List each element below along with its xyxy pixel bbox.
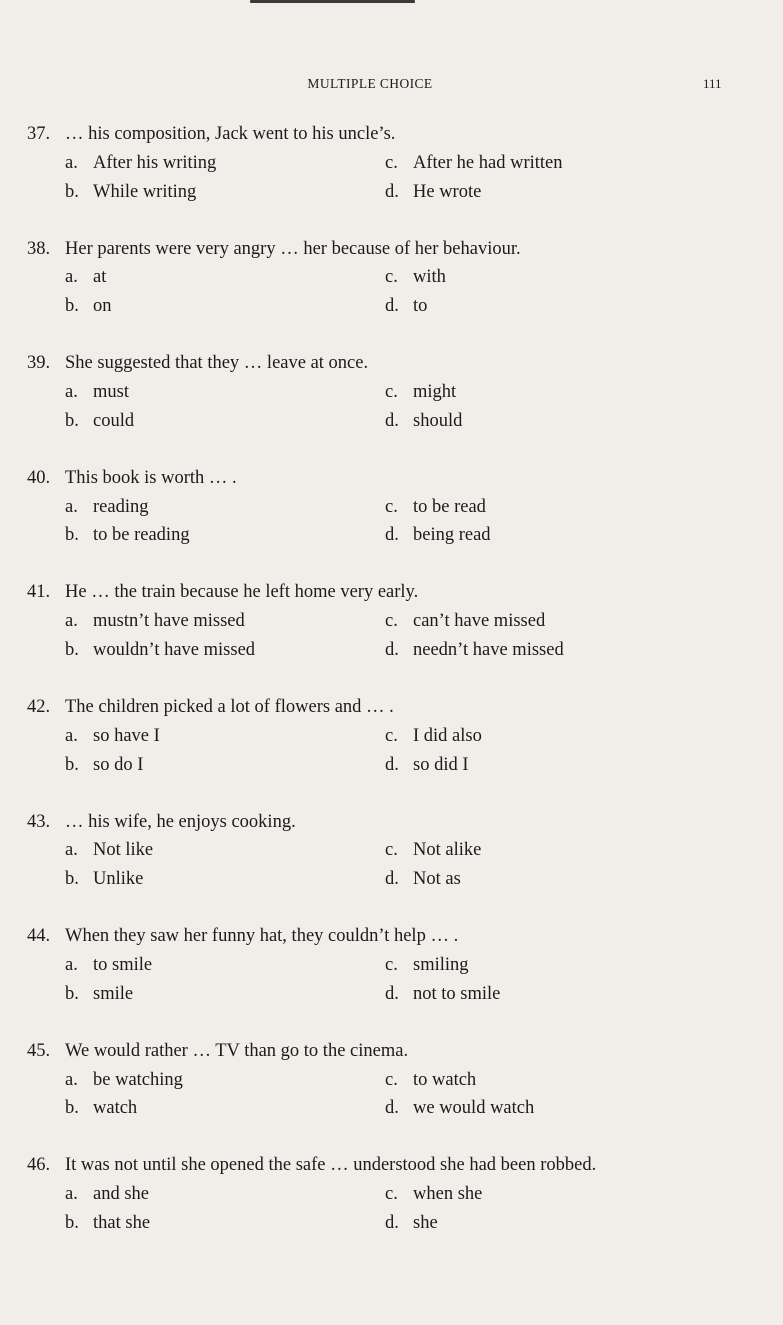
- question-number: 44.: [27, 926, 51, 947]
- option-letter: b.: [65, 1212, 79, 1233]
- option-letter: d.: [385, 1212, 399, 1233]
- question-item: [27, 120, 767, 235]
- answer-option: [65, 951, 385, 980]
- option-letter: d.: [385, 754, 399, 775]
- question-text: When they saw her funny hat, they couldn’t help … .: [65, 926, 459, 947]
- question-stem: [27, 349, 767, 378]
- option-text: wouldn’t have missed: [93, 639, 256, 660]
- option-letter: c.: [385, 381, 398, 402]
- answer-option: [65, 149, 385, 178]
- option-letter: b.: [65, 1098, 79, 1119]
- option-text: not to smile: [413, 983, 501, 1004]
- option-row: [27, 149, 767, 178]
- option-letter: a.: [65, 954, 78, 975]
- option-text: Not alike: [413, 840, 482, 861]
- option-text: and she: [93, 1184, 149, 1205]
- option-text: reading: [93, 496, 149, 517]
- answer-option: [65, 865, 385, 894]
- option-letter: a.: [65, 840, 78, 861]
- option-letter: b.: [65, 869, 79, 890]
- option-text: so have I: [93, 725, 160, 746]
- option-row: [27, 521, 767, 550]
- question-text: … his wife, he enjoys cooking.: [65, 811, 296, 832]
- option-row: [27, 836, 767, 865]
- option-letter: c.: [385, 954, 398, 975]
- option-row: [27, 1094, 767, 1123]
- option-letter: a.: [65, 381, 78, 402]
- option-text: Not as: [413, 869, 461, 890]
- question-number: 43.: [27, 811, 51, 832]
- option-text: be watching: [93, 1069, 183, 1090]
- option-letter: c.: [385, 611, 398, 632]
- option-letter: b.: [65, 525, 79, 546]
- question-number: 38.: [27, 238, 51, 259]
- question-stem: [27, 1037, 767, 1066]
- option-row: [27, 378, 767, 407]
- answer-option: [385, 980, 500, 1009]
- option-letter: d.: [385, 181, 399, 202]
- page-top-edge: [250, 0, 415, 3]
- option-text: at: [93, 267, 107, 288]
- answer-option: [65, 178, 385, 207]
- option-text: must: [93, 381, 129, 402]
- answer-option: [65, 836, 385, 865]
- answer-option: [385, 1209, 438, 1238]
- option-row: [27, 980, 767, 1009]
- option-letter: c.: [385, 267, 398, 288]
- question-stem: [27, 464, 767, 493]
- option-row: [27, 407, 767, 436]
- question-item: [27, 578, 767, 693]
- question-text: The children picked a lot of flowers and … .: [65, 696, 394, 717]
- option-text: Unlike: [93, 869, 144, 890]
- option-letter: b.: [65, 296, 79, 317]
- option-text: being read: [413, 525, 491, 546]
- answer-option: [385, 521, 491, 550]
- option-letter: b.: [65, 181, 79, 202]
- answer-option: [385, 865, 461, 894]
- answer-option: [65, 607, 385, 636]
- option-text: might: [413, 381, 457, 402]
- question-text: This book is worth … .: [65, 467, 237, 488]
- option-letter: b.: [65, 410, 79, 431]
- answer-option: [385, 751, 469, 780]
- answer-option: [65, 980, 385, 1009]
- question-stem: [27, 808, 767, 837]
- option-text: to smile: [93, 954, 153, 975]
- option-letter: a.: [65, 267, 78, 288]
- option-row: [27, 722, 767, 751]
- question-item: [27, 235, 767, 350]
- option-letter: a.: [65, 1069, 78, 1090]
- option-row: [27, 636, 767, 665]
- question-item: [27, 922, 767, 1037]
- question-item: [27, 464, 767, 579]
- answer-option: [385, 636, 564, 665]
- answer-option: [385, 1066, 476, 1095]
- option-text: While writing: [93, 181, 197, 202]
- option-row: [27, 1066, 767, 1095]
- question-stem: [27, 120, 767, 149]
- option-text: could: [93, 410, 135, 431]
- option-letter: b.: [65, 983, 79, 1004]
- question-number: 42.: [27, 696, 51, 717]
- answer-option: [385, 836, 481, 865]
- option-letter: d.: [385, 1098, 399, 1119]
- option-letter: c.: [385, 152, 398, 173]
- answer-option: [385, 493, 486, 522]
- answer-option: [385, 149, 562, 178]
- option-text: Not like: [93, 840, 154, 861]
- answer-option: [385, 1180, 482, 1209]
- question-number: 37.: [27, 124, 51, 144]
- option-text: she: [413, 1212, 438, 1233]
- answer-option: [385, 607, 545, 636]
- answer-option: [65, 1180, 385, 1209]
- option-text: to watch: [413, 1069, 477, 1090]
- option-text: After his writing: [93, 152, 217, 173]
- answer-option: [65, 1066, 385, 1095]
- question-text: We would rather … TV than go to the cinema.: [65, 1040, 409, 1061]
- option-letter: d.: [385, 983, 399, 1004]
- question-number: 45.: [27, 1040, 51, 1061]
- question-item: [27, 1037, 767, 1152]
- answer-option: [385, 263, 446, 292]
- question-item: [27, 1151, 767, 1266]
- running-header: [0, 76, 783, 96]
- option-text: smile: [93, 983, 134, 1004]
- option-letter: c.: [385, 725, 398, 746]
- option-letter: d.: [385, 639, 399, 660]
- option-letter: d.: [385, 296, 399, 317]
- option-letter: a.: [65, 725, 78, 746]
- option-text: to be reading: [93, 525, 190, 546]
- question-number: 41.: [27, 582, 51, 603]
- answer-option: [65, 407, 385, 436]
- option-text: to be read: [413, 496, 486, 517]
- option-text: to: [413, 296, 428, 317]
- option-row: [27, 865, 767, 894]
- option-text: we would watch: [413, 1098, 535, 1119]
- question-number: 39.: [27, 353, 51, 374]
- option-row: [27, 1209, 767, 1238]
- option-text: After he had written: [413, 152, 563, 173]
- option-letter: d.: [385, 525, 399, 546]
- answer-option: [65, 722, 385, 751]
- option-letter: b.: [65, 639, 79, 660]
- question-stem: [27, 235, 767, 264]
- option-text: can’t have missed: [413, 611, 546, 632]
- option-text: when she: [413, 1184, 483, 1205]
- question-item: [27, 808, 767, 923]
- question-text: She suggested that they … leave at once.: [65, 353, 369, 374]
- option-letter: b.: [65, 754, 79, 775]
- option-letter: d.: [385, 869, 399, 890]
- option-text: He wrote: [413, 181, 482, 202]
- answer-option: [65, 751, 385, 780]
- question-stem: [27, 1151, 767, 1180]
- answer-option: [65, 1094, 385, 1123]
- option-text: on: [93, 296, 112, 317]
- option-text: with: [413, 267, 446, 288]
- option-text: I did also: [413, 725, 482, 746]
- option-letter: a.: [65, 1184, 78, 1205]
- page-number: 111: [703, 76, 722, 91]
- answer-option: [65, 292, 385, 321]
- answer-option: [65, 521, 385, 550]
- option-text: that she: [93, 1212, 151, 1233]
- option-letter: a.: [65, 611, 78, 632]
- question-text: Her parents were very angry … her because of her behaviour.: [65, 238, 521, 259]
- option-row: [27, 607, 767, 636]
- answer-option: [385, 378, 456, 407]
- option-text: should: [413, 410, 463, 431]
- answer-option: [385, 407, 462, 436]
- option-text: smiling: [413, 954, 469, 975]
- option-letter: a.: [65, 496, 78, 517]
- answer-option: [65, 493, 385, 522]
- option-row: [27, 292, 767, 321]
- answer-option: [385, 951, 469, 980]
- option-letter: c.: [385, 1184, 398, 1205]
- question-text: He … the train because he left home very early.: [65, 582, 419, 603]
- answer-option: [65, 1209, 385, 1238]
- question-text: It was not until she opened the safe … understood she had been robbed.: [65, 1155, 597, 1176]
- option-letter: c.: [385, 1069, 398, 1090]
- option-row: [27, 178, 767, 207]
- option-row: [27, 951, 767, 980]
- option-row: [27, 1180, 767, 1209]
- answer-option: [385, 292, 427, 321]
- header-title: MULTIPLE CHOICE: [307, 76, 433, 91]
- option-text: mustn’t have missed: [93, 611, 245, 632]
- option-text: so did I: [413, 754, 469, 775]
- option-text: so do I: [93, 754, 144, 775]
- question-number: 40.: [27, 467, 51, 488]
- question-stem: [27, 578, 767, 607]
- option-letter: c.: [385, 840, 398, 861]
- answer-option: [65, 263, 385, 292]
- question-stem: [27, 693, 767, 722]
- answer-option: [385, 178, 481, 207]
- question-text: … his composition, Jack went to his uncle’s.: [65, 124, 396, 144]
- option-letter: c.: [385, 496, 398, 517]
- option-row: [27, 493, 767, 522]
- option-text: needn’t have missed: [413, 639, 564, 660]
- question-list: [27, 120, 767, 1266]
- option-row: [27, 263, 767, 292]
- answer-option: [385, 722, 482, 751]
- option-row: [27, 751, 767, 780]
- answer-option: [65, 636, 385, 665]
- question-number: 46.: [27, 1155, 51, 1176]
- question-item: [27, 693, 767, 808]
- option-letter: a.: [65, 152, 78, 173]
- question-item: [27, 349, 767, 464]
- option-text: watch: [93, 1098, 138, 1119]
- question-stem: [27, 922, 767, 951]
- option-letter: d.: [385, 410, 399, 431]
- answer-option: [65, 378, 385, 407]
- answer-option: [385, 1094, 534, 1123]
